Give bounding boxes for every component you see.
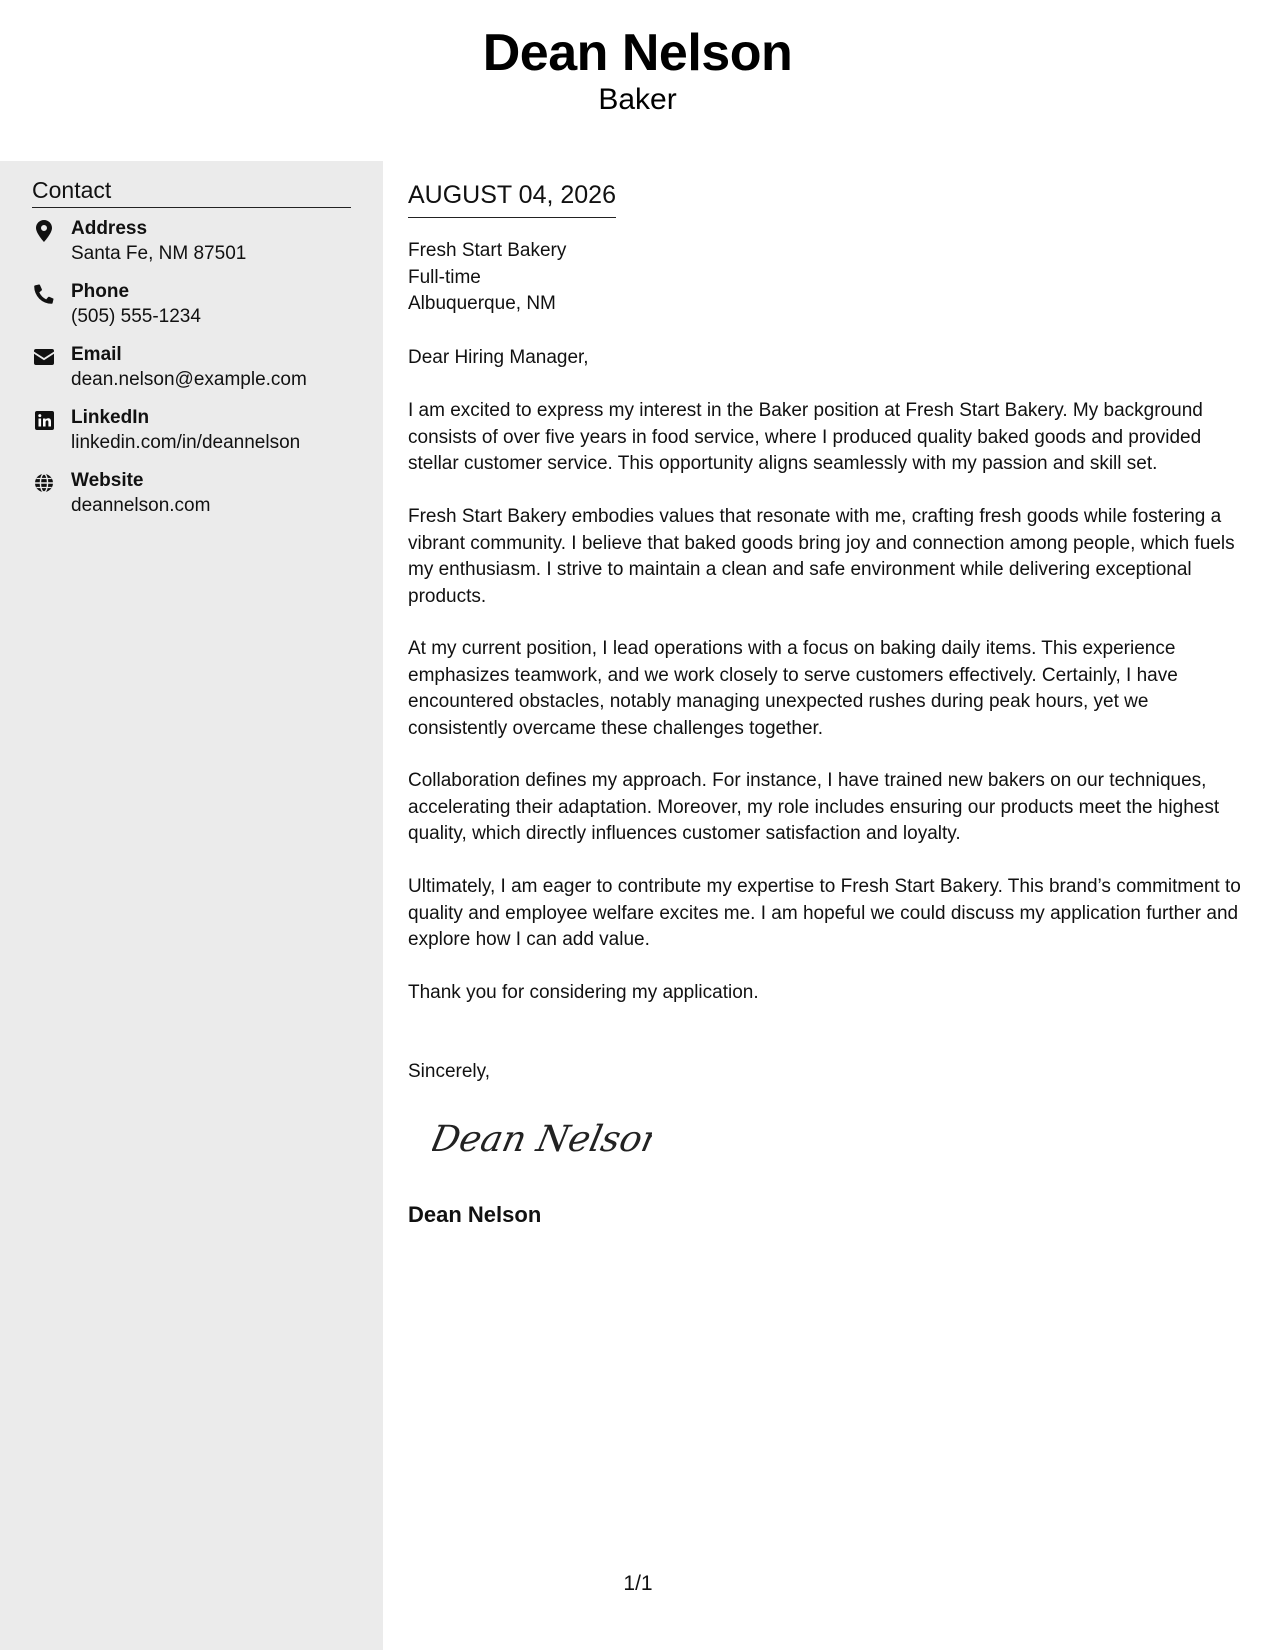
paragraph-5: Ultimately, I am eager to contribute my expertise to Fresh Start Bakery. This brand’s commitment to quality and employee welfare excites me. I am hopeful we could discuss my application further and explore how I can add value. [408,876,1241,950]
resume-header [0,0,1275,161]
paragraph-3: At my current position, I lead operations with a focus on baking daily items. This experience emphasizes teamwork, and we work closely to serve customers effectively. Certainly, I have encountered obstacles, notably managing unexpected rushes during peak hours, yet we consistently overcame these challenges together. [408,638,1178,739]
recipient-employment-type: Full-time [408,266,481,288]
contact-phone-label: Phone [71,281,130,302]
applicant-role: Baker [598,83,677,116]
contact-email-value: dean.nelson@example.com [71,369,307,390]
paragraph-4: Collaboration defines my approach. For instance, I have trained new bakers on our techniques, accelerating their adaptation. Moreover, my role includes ensuring our products meet the highest quality, which directly influences customer satisfaction and loyalty. [408,770,1220,844]
contact-section-title: Contact [32,175,351,208]
paragraph-6: Thank you for considering my application. [408,982,759,1003]
recipient-company: Fresh Start Bakery [408,240,567,261]
contact-website-value: deannelson.com [71,495,211,516]
handwritten-signature [432,1107,652,1169]
contact-website-label: Website [71,470,144,491]
signature-text: Dean Nelson [432,1117,652,1160]
contact-linkedin-value: linkedin.com/in/deannelson [71,432,301,453]
recipient-location: Albuquerque, NM [408,293,556,314]
envelope-icon [32,345,56,369]
salutation: Dear Hiring Manager, [408,347,589,368]
map-pin-icon [32,219,56,243]
paragraph-1: I am excited to express my interest in the Baker position at Fresh Start Bakery. My background consists of over five years in food service, where I produced quality baked goods and provided stellar customer service. This opportunity aligns seamlessly with my passion and skill set. [408,400,1203,474]
linkedin-icon [32,408,56,432]
recipient-block [408,238,566,318]
contact-linkedin-label: LinkedIn [71,407,150,428]
contact-address-value: Santa Fe, NM 87501 [71,243,247,264]
letter-date: AUGUST 04, 2026 [408,179,616,218]
closing: Sincerely, [408,1061,491,1082]
phone-icon [32,282,56,306]
contact-address-label: Address [71,218,148,239]
contact-sidebar [0,161,383,1650]
signed-name: Dean Nelson [408,1202,542,1227]
globe-icon [32,471,56,495]
contact-email-label: Email [71,344,122,365]
contact-phone-value: (505) 555-1234 [71,306,201,327]
page-number: 1/1 [623,1572,653,1595]
paragraph-2: Fresh Start Bakery embodies values that resonate with me, crafting fresh goods while fostering a vibrant community. I believe that baked goods bring joy and connection among people, which fuels my enthusiasm. I strive to maintain a clean and safe environment while delivering exceptional products. [408,506,1235,607]
applicant-name: Dean Nelson [482,24,793,82]
